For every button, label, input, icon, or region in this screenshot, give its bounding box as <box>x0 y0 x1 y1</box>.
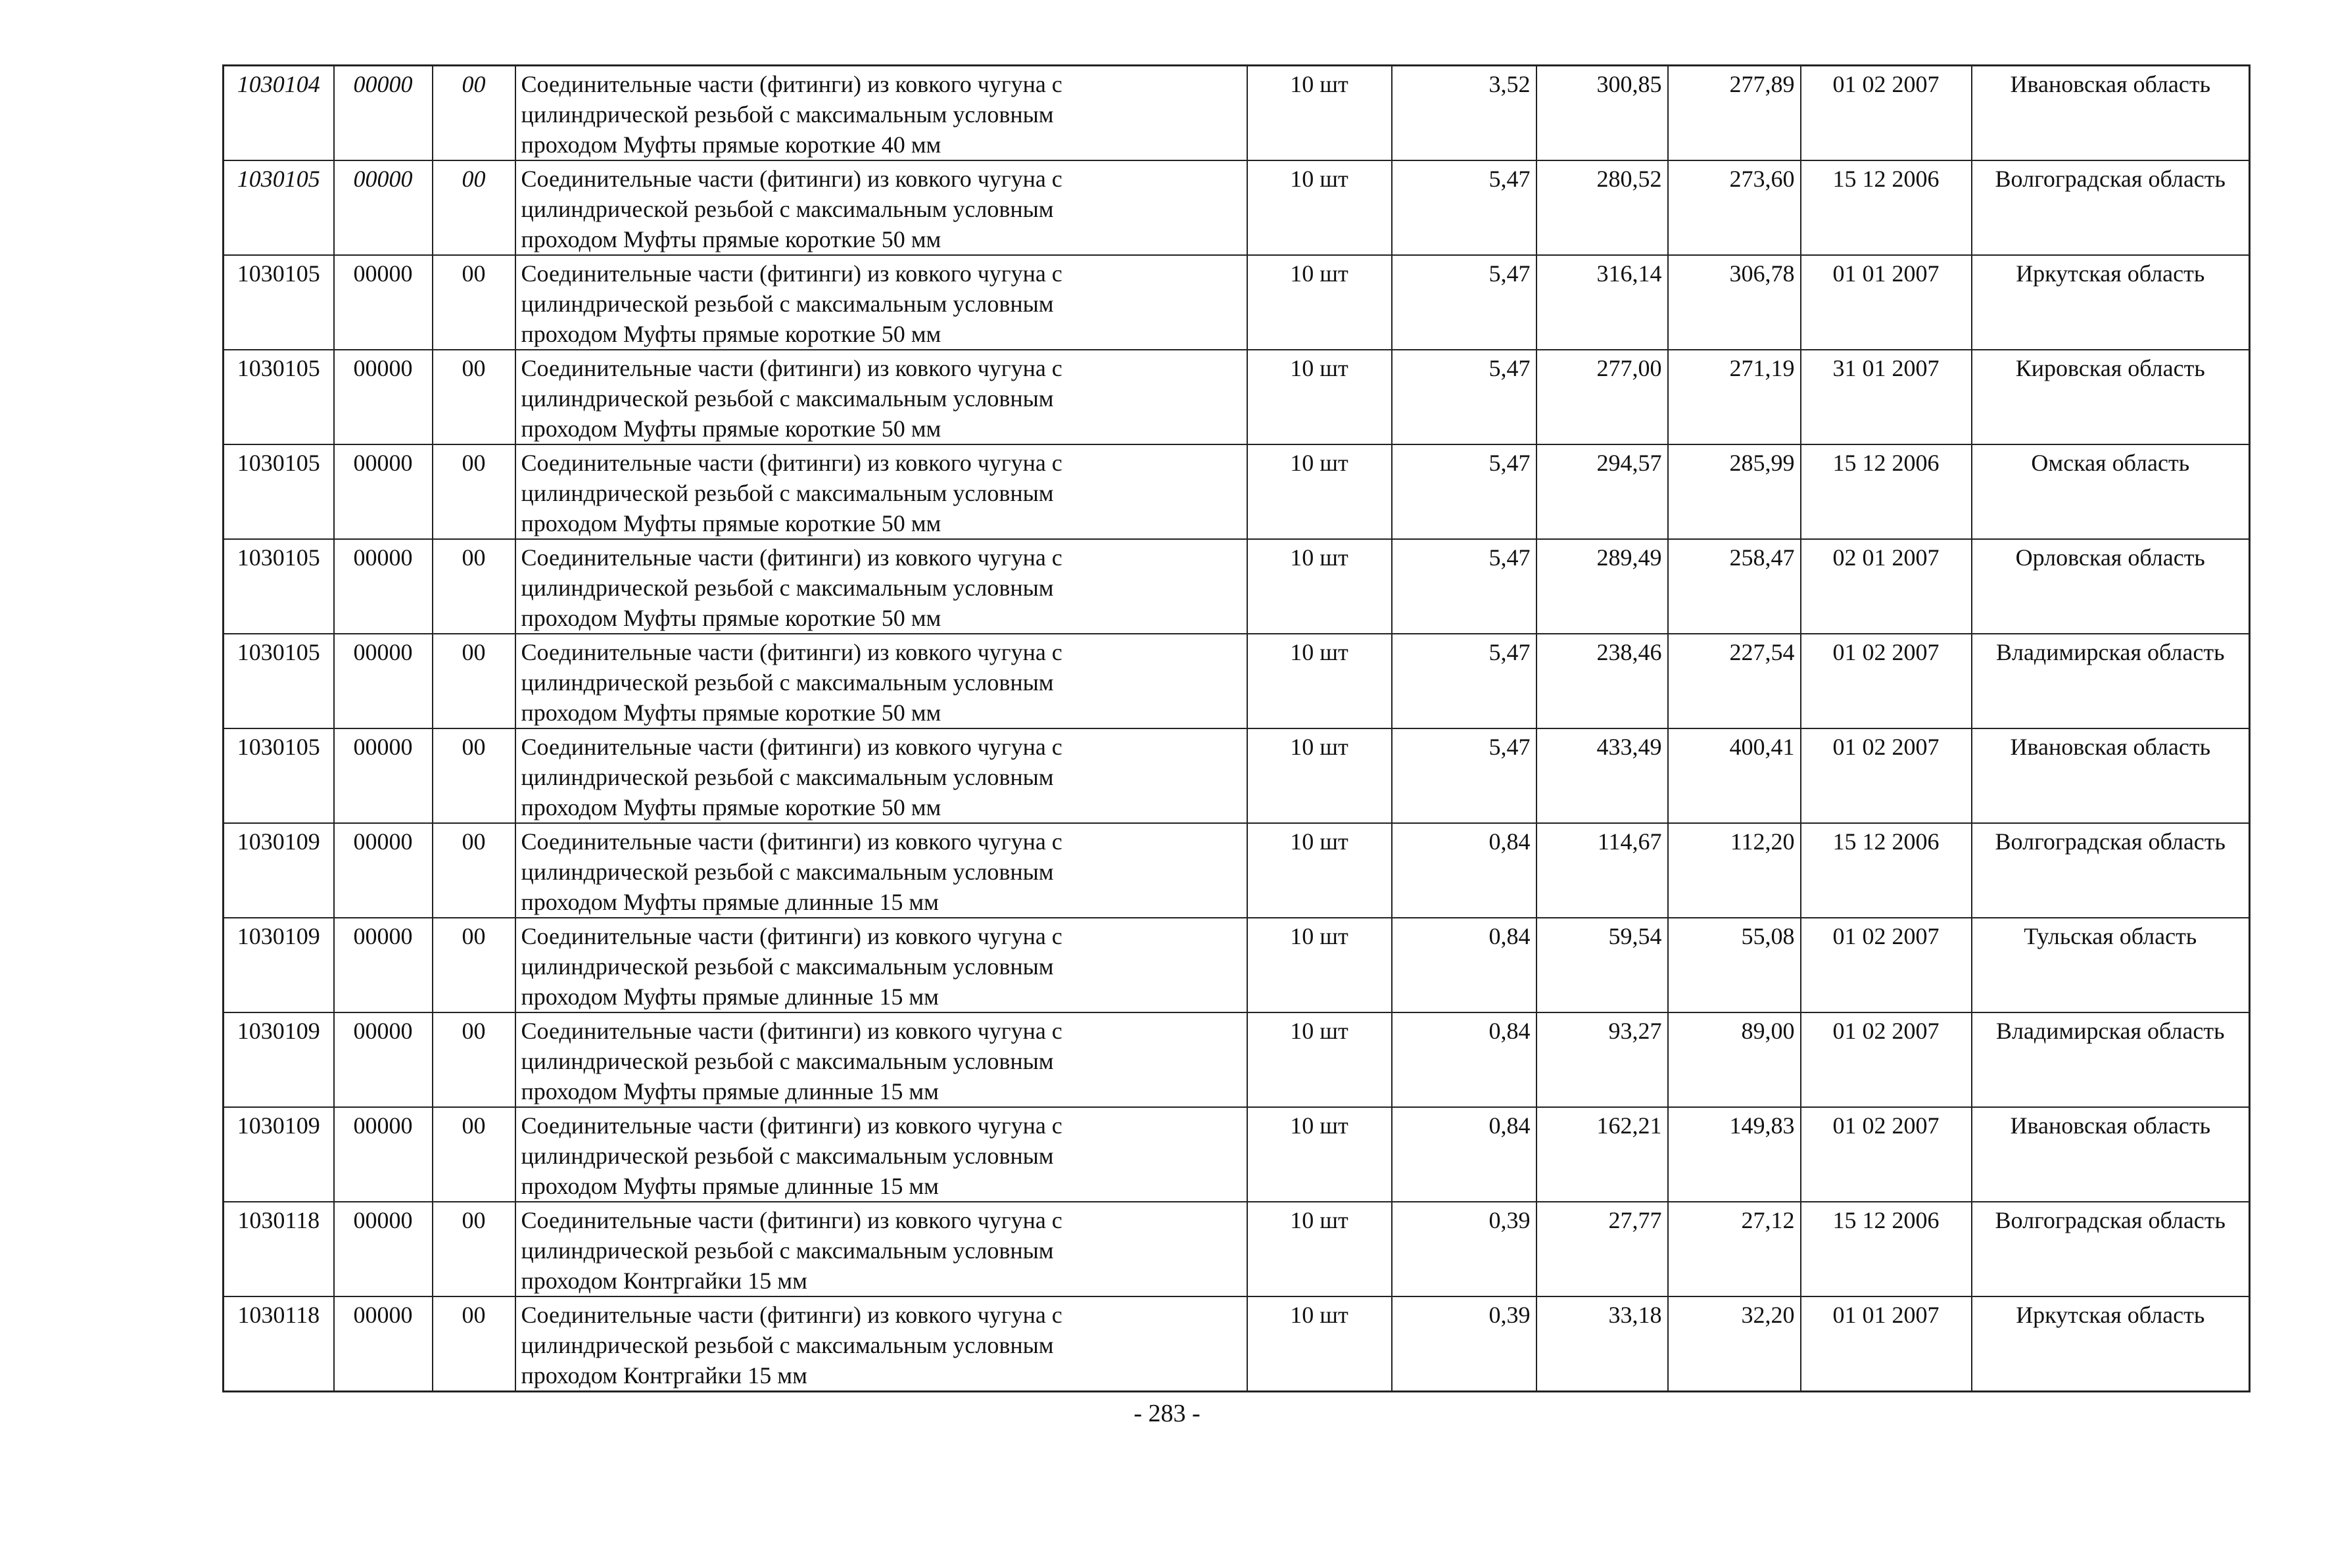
table-row <box>224 918 2250 1012</box>
weight-cell: 0,84 <box>1392 1107 1536 1202</box>
variant-code-cell: 00 <box>433 1296 515 1392</box>
resource-code-cell: 1030109 <box>224 1012 334 1107</box>
table-row <box>224 1202 2250 1296</box>
date-cell: 01 01 2007 <box>1801 255 1972 350</box>
price-without-vat-cell: 300,85 <box>1536 66 1668 161</box>
variant-code-cell: 00 <box>433 66 515 161</box>
price-cell: 273,60 <box>1668 160 1801 255</box>
item-name-line: проходом Муфты прямые короткие 50 мм <box>521 226 941 252</box>
region-cell: Иркутская область <box>1972 255 2250 350</box>
variant-code-cell: 00 <box>433 350 515 444</box>
variant-code-cell: 00 <box>433 255 515 350</box>
unit-cell: 10 шт <box>1247 160 1392 255</box>
item-name-line: Соединительные части (фитинги) из ковкого чугуна с <box>521 923 1062 949</box>
weight-cell: 5,47 <box>1392 728 1536 823</box>
price-cell: 277,89 <box>1668 66 1801 161</box>
variant-code-cell: 00 <box>433 539 515 634</box>
item-name-line: Соединительные части (фитинги) из ковкого чугуна с <box>521 1207 1062 1233</box>
table-row <box>224 634 2250 728</box>
unit-cell: 10 шт <box>1247 66 1392 161</box>
price-without-vat-cell: 289,49 <box>1536 539 1668 634</box>
price-cell: 55,08 <box>1668 918 1801 1012</box>
item-name-line: проходом Муфты прямые короткие 50 мм <box>521 700 941 726</box>
item-name-line: цилиндрической резьбой с максимальным условным <box>521 291 1054 317</box>
weight-cell: 5,47 <box>1392 444 1536 539</box>
date-cell: 01 02 2007 <box>1801 1012 1972 1107</box>
sub-code-cell: 00000 <box>334 634 433 728</box>
price-cell: 27,12 <box>1668 1202 1801 1296</box>
table-row <box>224 1296 2250 1392</box>
region-cell: Кировская область <box>1972 350 2250 444</box>
item-name-line: проходом Муфты прямые короткие 40 мм <box>521 131 941 158</box>
item-name-line: Соединительные части (фитинги) из ковкого чугуна с <box>521 260 1062 287</box>
variant-code-cell: 00 <box>433 444 515 539</box>
item-name-line: проходом Муфты прямые короткие 50 мм <box>521 794 941 820</box>
resource-code-cell: 1030109 <box>224 918 334 1012</box>
unit-cell: 10 шт <box>1247 539 1392 634</box>
table-row <box>224 66 2250 161</box>
variant-code-cell: 00 <box>433 728 515 823</box>
price-without-vat-cell: 294,57 <box>1536 444 1668 539</box>
item-name-cell <box>515 728 1247 823</box>
variant-code-cell: 00 <box>433 918 515 1012</box>
resource-code-cell: 1030105 <box>224 634 334 728</box>
item-name-line: Соединительные части (фитинги) из ковкого чугуна с <box>521 166 1062 192</box>
sub-code-cell: 00000 <box>334 350 433 444</box>
item-name-line: цилиндрической резьбой с максимальным условным <box>521 859 1054 885</box>
table-row <box>224 728 2250 823</box>
date-cell: 15 12 2006 <box>1801 823 1972 918</box>
sub-code-cell: 00000 <box>334 444 433 539</box>
price-without-vat-cell: 27,77 <box>1536 1202 1668 1296</box>
unit-cell: 10 шт <box>1247 255 1392 350</box>
item-name-line: проходом Муфты прямые длинные 15 мм <box>521 984 939 1010</box>
item-name-line: Соединительные части (фитинги) из ковкого чугуна с <box>521 734 1062 760</box>
price-without-vat-cell: 33,18 <box>1536 1296 1668 1392</box>
unit-cell: 10 шт <box>1247 1296 1392 1392</box>
item-name-line: Соединительные части (фитинги) из ковкого чугуна с <box>521 1018 1062 1044</box>
item-name-line: Соединительные части (фитинги) из ковкого чугуна с <box>521 1112 1062 1139</box>
item-name-line: проходом Муфты прямые короткие 50 мм <box>521 605 941 631</box>
sub-code-cell: 00000 <box>334 1202 433 1296</box>
date-cell: 02 01 2007 <box>1801 539 1972 634</box>
item-name-line: цилиндрической резьбой с максимальным условным <box>521 1143 1054 1169</box>
variant-code-cell: 00 <box>433 634 515 728</box>
date-cell: 01 01 2007 <box>1801 1296 1972 1392</box>
item-name-line: проходом Муфты прямые короткие 50 мм <box>521 321 941 347</box>
resource-code-cell: 1030104 <box>224 66 334 161</box>
resource-code-cell: 1030105 <box>224 539 334 634</box>
weight-cell: 0,84 <box>1392 823 1536 918</box>
sub-code-cell: 00000 <box>334 539 433 634</box>
table-body <box>224 66 2250 1392</box>
date-cell: 01 02 2007 <box>1801 728 1972 823</box>
item-name-line: цилиндрической резьбой с максимальным условным <box>521 385 1054 412</box>
date-cell: 01 02 2007 <box>1801 1107 1972 1202</box>
price-without-vat-cell: 59,54 <box>1536 918 1668 1012</box>
item-name-cell <box>515 444 1247 539</box>
variant-code-cell: 00 <box>433 1107 515 1202</box>
item-name-line: цилиндрической резьбой с максимальным условным <box>521 1048 1054 1074</box>
item-name-line: Соединительные части (фитинги) из ковкого чугуна с <box>521 639 1062 665</box>
table-row <box>224 1012 2250 1107</box>
variant-code-cell: 00 <box>433 823 515 918</box>
item-name-line: проходом Муфты прямые длинные 15 мм <box>521 1078 939 1105</box>
unit-cell: 10 шт <box>1247 1012 1392 1107</box>
weight-cell: 0,84 <box>1392 1012 1536 1107</box>
item-name-cell <box>515 918 1247 1012</box>
item-name-line: цилиндрической резьбой с максимальным условным <box>521 764 1054 790</box>
variant-code-cell: 00 <box>433 1202 515 1296</box>
price-without-vat-cell: 433,49 <box>1536 728 1668 823</box>
item-name-line: цилиндрической резьбой с максимальным условным <box>521 669 1054 696</box>
item-name-cell <box>515 1202 1247 1296</box>
weight-cell: 3,52 <box>1392 66 1536 161</box>
sub-code-cell: 00000 <box>334 66 433 161</box>
price-cell: 271,19 <box>1668 350 1801 444</box>
table-row <box>224 255 2250 350</box>
date-cell: 01 02 2007 <box>1801 918 1972 1012</box>
item-name-line: проходом Муфты прямые короткие 50 мм <box>521 510 941 536</box>
item-name-line: цилиндрической резьбой с максимальным условным <box>521 1332 1054 1358</box>
resource-code-cell: 1030105 <box>224 444 334 539</box>
resource-code-cell: 1030105 <box>224 160 334 255</box>
weight-cell: 5,47 <box>1392 255 1536 350</box>
table-row <box>224 160 2250 255</box>
item-name-cell <box>515 255 1247 350</box>
item-name-line: проходом Контргайки 15 мм <box>521 1268 807 1294</box>
sub-code-cell: 00000 <box>334 918 433 1012</box>
resource-code-cell: 1030105 <box>224 350 334 444</box>
item-name-cell <box>515 1107 1247 1202</box>
price-table <box>222 64 2251 1392</box>
resource-code-cell: 1030109 <box>224 1107 334 1202</box>
region-cell: Волгоградская область <box>1972 1202 2250 1296</box>
unit-cell: 10 шт <box>1247 1202 1392 1296</box>
price-cell: 285,99 <box>1668 444 1801 539</box>
resource-code-cell: 1030105 <box>224 255 334 350</box>
weight-cell: 0,39 <box>1392 1202 1536 1296</box>
unit-cell: 10 шт <box>1247 1107 1392 1202</box>
page-number: - 283 - <box>1133 1400 1201 1427</box>
item-name-line: цилиндрической резьбой с максимальным условным <box>521 1237 1054 1264</box>
resource-code-cell: 1030109 <box>224 823 334 918</box>
price-without-vat-cell: 162,21 <box>1536 1107 1668 1202</box>
sub-code-cell: 00000 <box>334 1012 433 1107</box>
price-cell: 149,83 <box>1668 1107 1801 1202</box>
variant-code-cell: 00 <box>433 1012 515 1107</box>
item-name-line: Соединительные части (фитинги) из ковкого чугуна с <box>521 355 1062 381</box>
item-name-cell <box>515 350 1247 444</box>
price-without-vat-cell: 277,00 <box>1536 350 1668 444</box>
region-cell: Орловская область <box>1972 539 2250 634</box>
sub-code-cell: 00000 <box>334 1107 433 1202</box>
region-cell: Волгоградская область <box>1972 160 2250 255</box>
item-name-line: Соединительные части (фитинги) из ковкого чугуна с <box>521 71 1062 97</box>
date-cell: 01 02 2007 <box>1801 66 1972 161</box>
weight-cell: 0,39 <box>1392 1296 1536 1392</box>
item-name-cell <box>515 1012 1247 1107</box>
item-name-cell <box>515 160 1247 255</box>
weight-cell: 0,84 <box>1392 918 1536 1012</box>
item-name-line: цилиндрической резьбой с максимальным условным <box>521 196 1054 222</box>
item-name-line: проходом Муфты прямые длинные 15 мм <box>521 889 939 915</box>
date-cell: 01 02 2007 <box>1801 634 1972 728</box>
date-cell: 31 01 2007 <box>1801 350 1972 444</box>
unit-cell: 10 шт <box>1247 918 1392 1012</box>
sub-code-cell: 00000 <box>334 255 433 350</box>
item-name-line: проходом Муфты прямые короткие 50 мм <box>521 416 941 442</box>
item-name-line: цилиндрической резьбой с максимальным условным <box>521 953 1054 980</box>
price-without-vat-cell: 238,46 <box>1536 634 1668 728</box>
table-row <box>224 539 2250 634</box>
table-row <box>224 350 2250 444</box>
item-name-line: Соединительные части (фитинги) из ковкого чугуна с <box>521 544 1062 571</box>
resource-code-cell: 1030105 <box>224 728 334 823</box>
sub-code-cell: 00000 <box>334 728 433 823</box>
unit-cell: 10 шт <box>1247 444 1392 539</box>
price-cell: 112,20 <box>1668 823 1801 918</box>
region-cell: Ивановская область <box>1972 66 2250 161</box>
price-without-vat-cell: 114,67 <box>1536 823 1668 918</box>
region-cell: Владимирская область <box>1972 1012 2250 1107</box>
variant-code-cell: 00 <box>433 160 515 255</box>
region-cell: Тульская область <box>1972 918 2250 1012</box>
item-name-cell <box>515 1296 1247 1392</box>
sub-code-cell: 00000 <box>334 823 433 918</box>
item-name-line: проходом Муфты прямые длинные 15 мм <box>521 1173 939 1199</box>
region-cell: Ивановская область <box>1972 728 2250 823</box>
item-name-line: цилиндрической резьбой с максимальным условным <box>521 101 1054 128</box>
resource-code-cell: 1030118 <box>224 1202 334 1296</box>
weight-cell: 5,47 <box>1392 160 1536 255</box>
weight-cell: 5,47 <box>1392 350 1536 444</box>
region-cell: Волгоградская область <box>1972 823 2250 918</box>
price-cell: 227,54 <box>1668 634 1801 728</box>
item-name-line: Соединительные части (фитинги) из ковкого чугуна с <box>521 450 1062 476</box>
unit-cell: 10 шт <box>1247 634 1392 728</box>
sub-code-cell: 00000 <box>334 160 433 255</box>
region-cell: Омская область <box>1972 444 2250 539</box>
table-row <box>224 823 2250 918</box>
sub-code-cell: 00000 <box>334 1296 433 1392</box>
weight-cell: 5,47 <box>1392 539 1536 634</box>
item-name-line: проходом Контргайки 15 мм <box>521 1362 807 1389</box>
price-cell: 258,47 <box>1668 539 1801 634</box>
item-name-cell <box>515 66 1247 161</box>
region-cell: Ивановская область <box>1972 1107 2250 1202</box>
date-cell: 15 12 2006 <box>1801 444 1972 539</box>
item-name-line: Соединительные части (фитинги) из ковкого чугуна с <box>521 828 1062 855</box>
resource-code-cell: 1030118 <box>224 1296 334 1392</box>
unit-cell: 10 шт <box>1247 823 1392 918</box>
unit-cell: 10 шт <box>1247 728 1392 823</box>
price-cell: 89,00 <box>1668 1012 1801 1107</box>
price-cell: 32,20 <box>1668 1296 1801 1392</box>
item-name-line: цилиндрической резьбой с максимальным условным <box>521 480 1054 506</box>
item-name-cell <box>515 634 1247 728</box>
date-cell: 15 12 2006 <box>1801 1202 1972 1296</box>
unit-cell: 10 шт <box>1247 350 1392 444</box>
date-cell: 15 12 2006 <box>1801 160 1972 255</box>
price-without-vat-cell: 93,27 <box>1536 1012 1668 1107</box>
item-name-line: цилиндрической резьбой с максимальным условным <box>521 575 1054 601</box>
price-without-vat-cell: 316,14 <box>1536 255 1668 350</box>
region-cell: Иркутская область <box>1972 1296 2250 1392</box>
table-row <box>224 444 2250 539</box>
item-name-cell <box>515 823 1247 918</box>
table-row <box>224 1107 2250 1202</box>
price-without-vat-cell: 280,52 <box>1536 160 1668 255</box>
price-cell: 306,78 <box>1668 255 1801 350</box>
region-cell: Владимирская область <box>1972 634 2250 728</box>
weight-cell: 5,47 <box>1392 634 1536 728</box>
price-cell: 400,41 <box>1668 728 1801 823</box>
item-name-line: Соединительные части (фитинги) из ковкого чугуна с <box>521 1302 1062 1328</box>
item-name-cell <box>515 539 1247 634</box>
